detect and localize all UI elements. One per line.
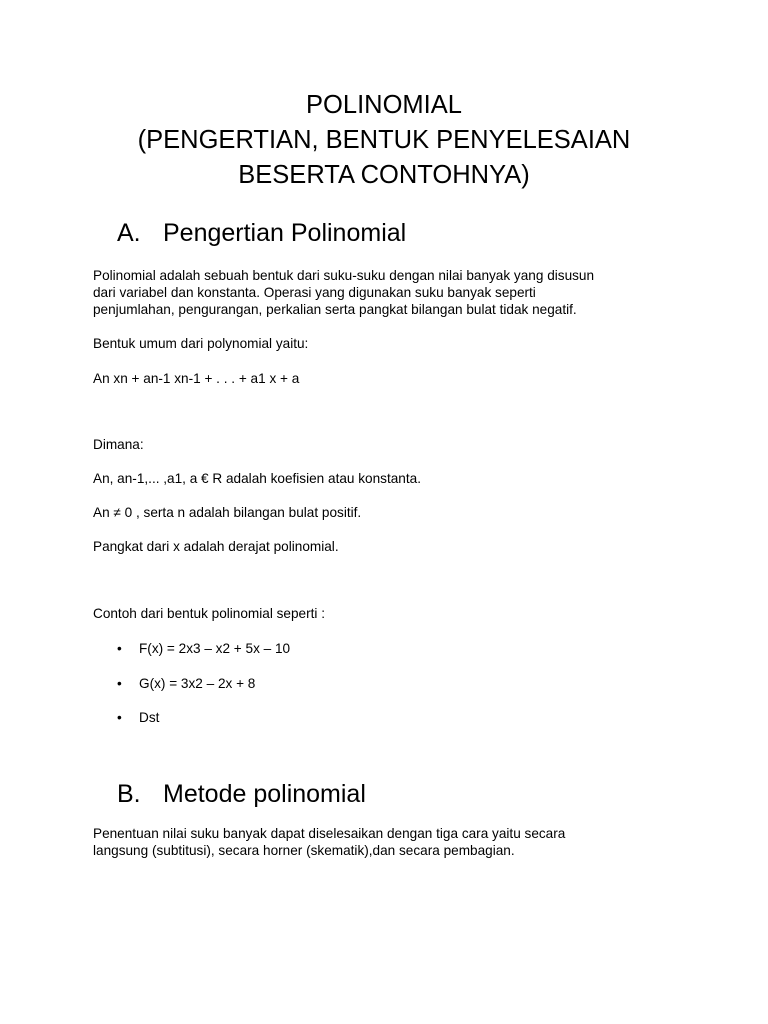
where-line-1: An, an-1,... ,a1, a € R adalah koefisien atau konstanta. [93, 471, 421, 486]
examples-intro: Contoh dari bentuk polinomial seperti : [93, 606, 325, 621]
example-2: G(x) = 3x2 – 2x + 8 [139, 676, 256, 691]
where-line-2: An ≠ 0 , serta n adalah bilangan bulat positif. [93, 505, 362, 520]
bullet-icon: • [117, 676, 122, 691]
section-b-title: Metode polinomial [163, 780, 366, 808]
general-form-intro: Bentuk umum dari polynomial yaitu: [93, 336, 309, 351]
document-title [0, 88, 768, 193]
example-3: Dst [139, 710, 160, 725]
title-line-3: BESERTA CONTOHNYA) [238, 161, 530, 189]
title-line-2: (PENGERTIAN, BENTUK PENYELESAIAN [137, 126, 631, 154]
method-paragraph [93, 825, 683, 859]
method-line-1: Penentuan nilai suku banyak dapat diselesaikan dengan tiga cara yaitu secara [93, 826, 566, 841]
section-a-heading [117, 218, 406, 248]
section-a-title: Pengertian Polinomial [163, 219, 407, 247]
example-1: F(x) = 2x3 – x2 + 5x – 10 [139, 641, 291, 656]
section-b-letter: B. [117, 780, 141, 808]
where-line-3: Pangkat dari x adalah derajat polinomial. [93, 539, 339, 554]
definition-line-2: dari variabel dan konstanta. Operasi yang digunakan suku banyak seperti [93, 285, 536, 300]
bullet-icon: • [117, 710, 122, 725]
definition-line-1: Polinomial adalah sebuah bentuk dari suku-suku dengan nilai banyak yang disusun [93, 268, 595, 283]
bullet-icon: • [117, 641, 122, 656]
section-a-letter: A. [117, 219, 141, 247]
section-b-heading [117, 779, 366, 809]
definition-line-3: penjumlahan, pengurangan, perkalian serta pangkat bilangan bulat tidak negatif. [93, 302, 577, 317]
where-label: Dimana: [93, 437, 144, 452]
method-line-2: langsung (subtitusi), secara horner (skematik),dan secara pembagian. [93, 843, 515, 858]
general-form-formula: An xn + an-1 xn-1 + . . . + a1 x + a [93, 371, 300, 386]
title-line-1: POLINOMIAL [306, 91, 462, 119]
definition-paragraph [93, 267, 683, 318]
